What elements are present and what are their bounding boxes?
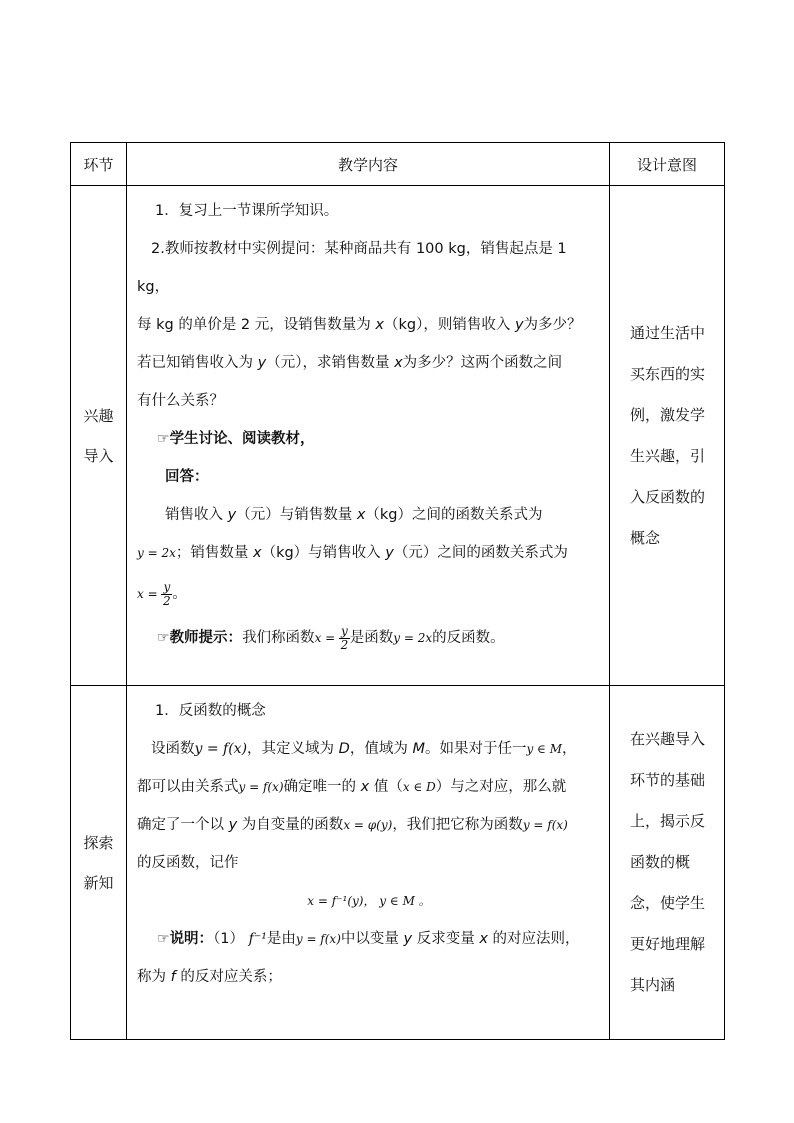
intro-teacher-tip: ☞教师提示：我们称函数x = $\frac{y}{2}$ 是函数y = 2x的反函数。 <box>157 623 505 652</box>
header-intent: 设计意图 <box>610 143 725 186</box>
fraction-y-over-2: $\frac{y}{2}$ <box>163 579 171 608</box>
intro-relation1: 销售收入 y（元）与销售数量 x（kg）之间的函数关系式为 <box>165 507 543 523</box>
explore-p2: 都可以由关系式y = f(x)确定唯一的 x 值（x ∈ D）与之对应，那么就 <box>137 779 567 795</box>
pointing-hand-icon: ☞ <box>157 630 170 646</box>
intro-item2-b: kg， <box>137 279 170 295</box>
intro-answer: 回答： <box>165 469 209 485</box>
header-row <box>71 143 725 186</box>
explore-p3: 确定了一个以 y 为自变量的函数x = φ(y)，我们把它称为函数y = f(x) <box>137 817 568 833</box>
intro-formula2: x = $\frac{y}{2}$ 。 <box>137 579 187 608</box>
explore-row <box>71 686 725 1040</box>
pointing-hand-icon: ☞ <box>157 931 170 947</box>
explore-inverse-notation: x = f⁻¹(y)， y ∈ M 。 <box>307 894 431 908</box>
explore-intent: 在兴趣导入 环节的基础 上，揭示反 函数的概 念，使学生 更好地理解 其内涵 <box>610 686 725 1040</box>
explore-note2: 称为 f 的反对应关系； <box>137 969 282 985</box>
explore-heading: 1．反函数的概念 <box>155 703 266 719</box>
explore-note: ☞说明：（1） f⁻¹是由y = f(x)中以变量 y 反求变量 x 的对应法则， <box>157 931 580 947</box>
intro-row <box>71 186 725 686</box>
intro-section-label: 兴趣 导入 <box>71 186 127 686</box>
explore-content <box>127 686 610 1040</box>
intro-item2-e: 有什么关系？ <box>137 393 224 409</box>
lesson-plan-table <box>70 142 725 1040</box>
intro-item1: 1．复习上一节课所学知识。 <box>155 203 339 219</box>
intro-discuss: ☞学生讨论、阅读教材， <box>157 431 315 447</box>
explore-section-label: 探索 新知 <box>71 686 127 1040</box>
intro-content <box>127 186 610 686</box>
explore-p4: 的反函数，记作 <box>137 855 239 871</box>
intro-item2-a: 2.教师按教材中实例提问：某种商品共有 100 kg，销售起点是 1 <box>151 241 567 257</box>
formula-y-2x: y = 2x <box>137 546 176 560</box>
intro-relation2: y = 2x；销售数量 x（kg）与销售收入 y（元）之间的函数关系式为 <box>137 545 568 561</box>
intro-item2-d: 若已知销售收入为 y（元），求销售数量 x为多少？这两个函数之间 <box>137 355 563 371</box>
explore-p1: 设函数y = f(x)，其定义域为 D，值域为 M。如果对于任一y ∈ M， <box>151 741 577 757</box>
header-content: 教学内容 <box>127 143 610 186</box>
intro-intent: 通过生活中 买东西的实 例，激发学 生兴趣，引 入反函数的 概念 <box>610 186 725 686</box>
header-section: 环节 <box>71 143 127 186</box>
intro-item2-c: 每 kg 的单价是 2 元，设销售数量为 x（kg），则销售收入 y为多少？ <box>137 317 582 333</box>
pointing-hand-icon: ☞ <box>157 431 170 447</box>
